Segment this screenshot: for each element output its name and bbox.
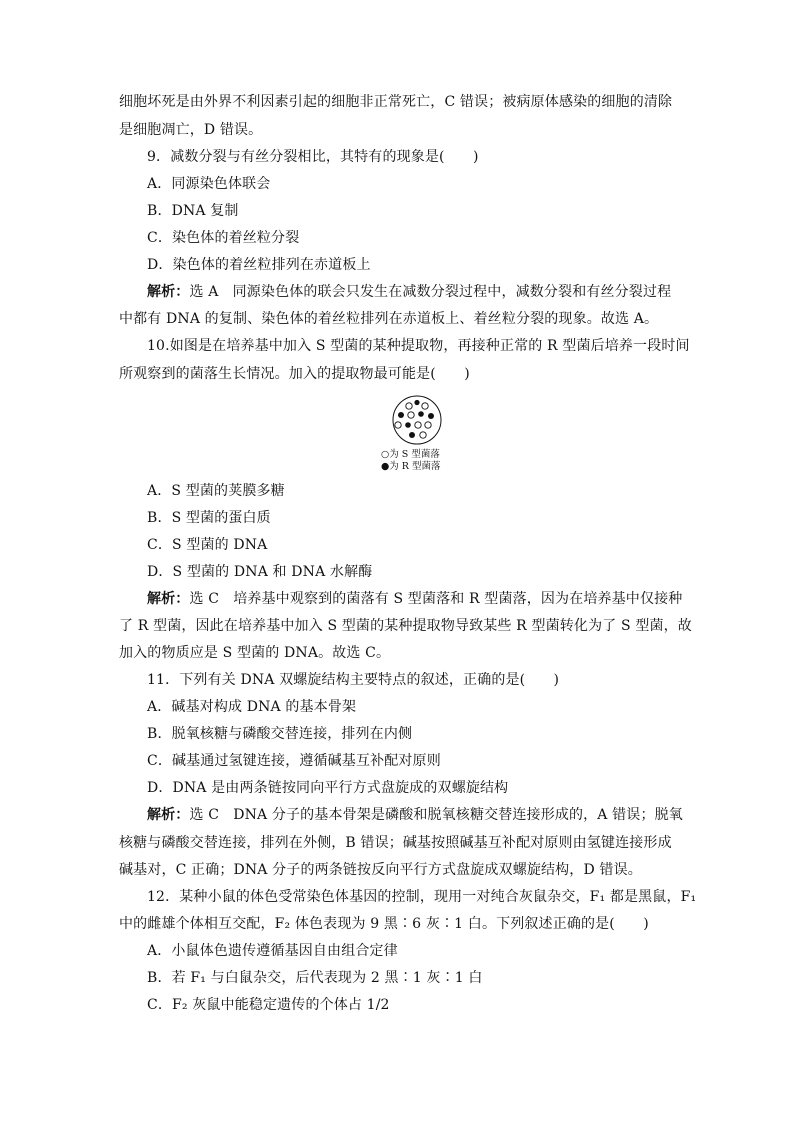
option-c: C．碱基通过氢键连接，遵循碱基互补配对原则	[147, 753, 441, 769]
analysis-text: 选 C 培养基中观察到的菌落有 S 型菌落和 R 型菌落，因为在培养基中仅接种	[189, 591, 683, 607]
option-b: B．DNA 复制	[147, 203, 239, 219]
question-11-stem: 11．下列有关 DNA 双螺旋结构主要特点的叙述，正确的是( )	[147, 672, 560, 688]
analysis-text: 选 C DNA 分子的基本骨架是磷酸和脱氧核糖交替连接形成的，A 错误；脱氧	[189, 807, 683, 823]
text-line: 中都有 DNA 的复制、染色体的着丝粒排列在赤道板上、着丝粒分裂的现象。故选 A。	[119, 311, 659, 327]
analysis-line	[147, 590, 707, 608]
option-a: A．同源染色体联会	[147, 176, 271, 192]
option-d: D．染色体的着丝粒排列在赤道板上	[147, 257, 371, 273]
analysis-line	[147, 806, 707, 824]
option-d: D．DNA 是由两条链按同向平行方式盘旋成的双螺旋结构	[147, 780, 509, 796]
text-line: 中的雌雄个体相互交配，F₂ 体色表现为 9 黑∶6 灰∶1 白。下列叙述正确的是( )	[119, 916, 649, 932]
legend-r-colony: ●为 R 型菌落	[381, 461, 441, 472]
legend-s-colony: ○为 S 型菌落	[381, 449, 440, 460]
question-9-stem: 9．减数分裂与有丝分裂相比，其特有的现象是( )	[147, 149, 479, 165]
option-b: B．若 F₁ 与白鼠杂交，后代表现为 2 黑∶1 灰∶1 白	[147, 970, 483, 986]
text-line: 核糖与磷酸交替连接，排列在外侧，B 错误；碱基按照碱基互补配对原则由氢键连接形成	[119, 835, 672, 851]
option-a: A．碱基对构成 DNA 的基本骨架	[147, 699, 357, 715]
text-line: 是细胞凋亡，D 错误。	[119, 122, 263, 138]
analysis-line	[147, 283, 707, 301]
option-a: A．S 型菌的荚膜多糖	[147, 483, 285, 499]
option-c: C．染色体的着丝粒分裂	[147, 230, 300, 246]
option-c: C．F₂ 灰鼠中能稳定遗传的个体占 1/2	[147, 997, 390, 1013]
question-12-stem: 12．某种小鼠的体色受常染色体基因的控制，现用一对纯合灰鼠杂交，F₁ 都是黑鼠，F₁	[147, 889, 697, 905]
text-line: 碱基对，C 正确；DNA 分子的两条链按反向平行方式盘旋成双螺旋结构，D 错误。	[119, 862, 642, 878]
option-c: C．S 型菌的 DNA	[147, 537, 268, 553]
option-b: B．S 型菌的蛋白质	[147, 510, 271, 526]
petri-dish-icon	[381, 394, 453, 446]
analysis-label: 解析：	[147, 284, 190, 300]
question-10-stem: 10.如图是在培养基中加入 S 型菌的某种提取物，再接种正常的 R 型菌后培养一段时间	[147, 338, 690, 354]
text-line: 了 R 型菌，因此在培养基中加入 S 型菌的某种提取物导致某些 R 型菌转化为了 S 型菌，故	[119, 618, 692, 634]
analysis-label: 解析：	[147, 591, 190, 607]
text-line: 细胞坏死是由外界不利因素引起的细胞非正常死亡，C 错误；被病原体感染的细胞的清除	[119, 94, 673, 110]
option-d: D．S 型菌的 DNA 和 DNA 水解酶	[147, 564, 373, 580]
culture-dish-figure	[381, 394, 453, 476]
option-a: A．小鼠体色遗传遵循基因自由组合定律	[147, 943, 398, 959]
option-b: B．脱氧核糖与磷酸交替连接，排列在内侧	[147, 726, 413, 742]
text-line: 加入的物质应是 S 型菌的 DNA。故选 C。	[119, 645, 391, 661]
text-line: 所观察到的菌落生长情况。加入的提取物最可能是( )	[119, 366, 470, 382]
analysis-label: 解析：	[147, 807, 190, 823]
analysis-text: 选 A 同源染色体的联会只发生在减数分裂过程中，减数分裂和有丝分裂过程	[189, 284, 672, 300]
